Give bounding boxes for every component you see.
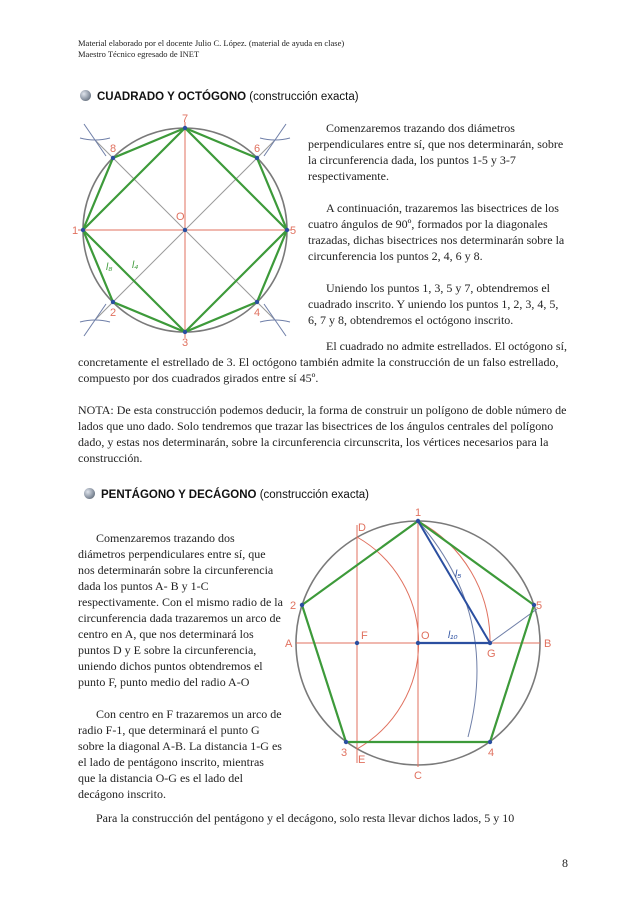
header-line-2: Maestro Técnico egresado de INET xyxy=(78,49,200,59)
section-1-full-text xyxy=(78,338,572,466)
section-1-paragraph-1: Comenzaremos trazando dos diámetros perpendiculares entre sí, que nos determinarán, sobre la circunferencia dada, los puntos 1-5 y 3-7 respectivamente. xyxy=(308,121,564,183)
point-o xyxy=(416,641,420,645)
page-header xyxy=(78,38,344,60)
label-d: D xyxy=(358,522,366,534)
label-g: G xyxy=(487,648,496,660)
label-2: 2 xyxy=(110,307,117,319)
point-8 xyxy=(111,156,115,160)
page-number: 8 xyxy=(562,856,568,870)
label-4: 4 xyxy=(488,747,495,759)
section-1-subtitle: (construcción exacta) xyxy=(249,91,359,103)
section-2-left-text xyxy=(78,530,284,802)
label-5: 5 xyxy=(290,225,297,237)
section-1-paragraph-3: Uniendo los puntos 1, 3, 5 y 7, obtendremos el cuadrado inscrito. Y uniendo los puntos 1, 2, 3, 4, 5, 6, 7 y 8, obtendremos el octógono inscrito. xyxy=(308,281,559,327)
point-5 xyxy=(285,228,289,232)
label-8: 8 xyxy=(110,143,117,155)
label-o: O xyxy=(421,630,430,642)
point-7 xyxy=(183,126,187,130)
bullet-icon xyxy=(84,488,95,499)
section-2-subtitle: (construcción exacta) xyxy=(259,489,369,501)
point-6 xyxy=(255,156,259,160)
label-5: 5 xyxy=(536,600,543,612)
label-b: B xyxy=(544,638,552,650)
point-g xyxy=(488,641,492,645)
section-1-note: NOTA: De esta construcción podemos deducir, la forma de construir un polígono de doble número de lados que uno dado. Solo tendremos que trazar las bisectrices de los ángulos centrales del polígono dado, y estas nos determinarán, sobre la circunferencia circunscrita, los vértices necesarios para la construcción. xyxy=(78,403,567,465)
arc-mark xyxy=(80,138,110,140)
arc-side-transfer xyxy=(418,521,477,737)
label-3: 3 xyxy=(341,747,348,759)
pentagon-decagon-figure xyxy=(285,505,565,780)
section-1-right-text xyxy=(308,120,570,328)
arc-mark xyxy=(260,320,290,322)
section-1-paragraph-4: El cuadrado no admite estrellados. El octógono sí, concretamente el estrellado de 3. El octógono también admite la construcción de un falso estrellado, compuesto por dos cuadrados girados entre sí 45º. xyxy=(78,339,567,385)
label-1: 1 xyxy=(72,225,79,237)
label-3: 3 xyxy=(182,337,189,349)
label-4: 4 xyxy=(254,307,261,319)
label-2: 2 xyxy=(290,600,297,612)
point-2 xyxy=(300,603,304,607)
center-point xyxy=(183,228,187,232)
section-2-paragraph-2: Con centro en F trazaremos un arco de radio F-1, que determinará el punto G sobre la diagonal A-B. La distancia 1-G es el lado de pentágono inscrito, mientras que la distancia O-G es el lado del decágono inscrito. xyxy=(78,707,282,801)
arc-mark xyxy=(80,320,110,322)
label-7: 7 xyxy=(182,113,189,125)
point-3 xyxy=(183,330,187,334)
point-1 xyxy=(81,228,85,232)
pentagon-side-1-g xyxy=(418,521,490,643)
section-2-paragraph-1: Comenzaremos trazando dos diámetros perpendiculares entre sí, que nos determinarán sobre la circunferencia dada los puntos A- B y 1-C respectivamente. Con el mismo radio de la circunferencia dada trazaremos un arco de centro en A, que nos determinará los puntos D y E sobre la circunferencia, uniendo dichos puntos obtendremos el punto F, punto medio del radio A-O xyxy=(78,531,283,689)
point-1 xyxy=(416,519,420,523)
section-2-bottom-text xyxy=(78,810,572,826)
label-6: 6 xyxy=(254,143,261,155)
section-2-heading: PENTÁGONO Y DECÁGONO xyxy=(101,489,257,501)
label-l4: l₄ xyxy=(132,260,139,271)
section-1-heading: CUADRADO Y OCTÓGONO xyxy=(97,91,247,103)
point-2 xyxy=(111,300,115,304)
label-e: E xyxy=(358,754,366,766)
point-f xyxy=(355,641,359,645)
label-l10: l₁₀ xyxy=(448,630,458,641)
label-l8: l₈ xyxy=(106,262,113,273)
point-3 xyxy=(344,740,348,744)
square-octagon-figure xyxy=(70,110,310,350)
section-1-title xyxy=(80,90,359,103)
section-1-paragraph-2: A continuación, trazaremos las bisectrices de los cuatro ángulos de 90º, formados por la diagonales trazadas, dichas bisectrices nos determinarán sobre la circunferencia los puntos 2, 4, 6 y 8. xyxy=(308,201,565,263)
header-line-1: Material elaborado por el docente Julio C. López. (material de ayuda en clase) xyxy=(78,38,345,48)
point-4 xyxy=(255,300,259,304)
bullet-icon xyxy=(80,90,91,101)
section-2-paragraph-3: Para la construcción del pentágono y el decágono, solo resta llevar dichos lados, 5 y 10 xyxy=(96,811,515,825)
section-2-title xyxy=(84,488,369,501)
label-c: C xyxy=(414,770,422,780)
point-4 xyxy=(488,740,492,744)
label-f: F xyxy=(361,630,368,642)
arc-mark xyxy=(260,138,290,140)
label-a: A xyxy=(285,638,293,650)
label-1: 1 xyxy=(415,507,422,519)
label-l5: l₅ xyxy=(455,569,462,580)
label-center: O xyxy=(176,211,185,223)
